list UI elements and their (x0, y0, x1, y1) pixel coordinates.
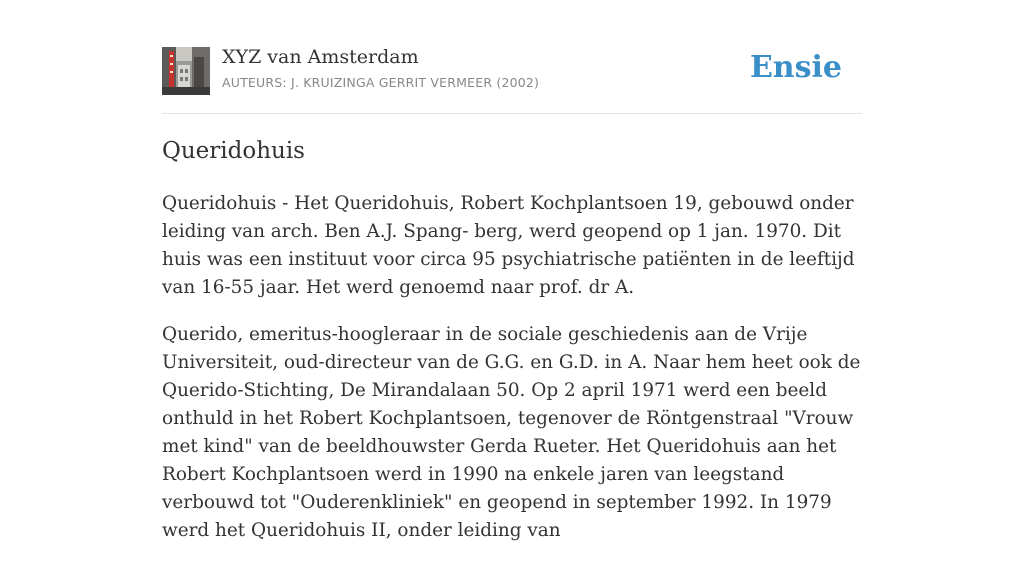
brand-logo[interactable]: Ensie (749, 50, 842, 85)
header-divider (162, 113, 862, 114)
book-cover-thumbnail-icon (162, 47, 210, 95)
source-title[interactable]: XYZ van Amsterdam (222, 46, 419, 68)
source-avatar[interactable] (162, 47, 210, 95)
source-header (162, 46, 862, 96)
article-title: Queridohuis (162, 138, 305, 164)
paragraph: Querido, emeritus-hoogleraar in de sociale geschiedenis aan de Vrije Universiteit, oud-directeur van de G.G. en G.D. in A. Naar hem heet ook de Querido-Stichting, De Mirandalaan 50. Op 2 april 1971 werd een beeld onthuld in het Robert Kochplantsoen, tegenover de Röntgenstraal "Vrouw met kind" van de beeldhouwster Gerda Rueter. Het Queridohuis aan het Robert Kochplantsoen werd in 1990 na enkele jaren van leegstand verbouwd tot "Ouderenkliniek" en geopend in september 1992. In 1979 werd het Queridohuis II, onder leiding van (162, 324, 861, 541)
article-body (162, 190, 862, 564)
authors-line: AUTEURS: J. KRUIZINGA GERRIT VERMEER (2002) (222, 75, 540, 90)
paragraph: Queridohuis - Het Queridohuis, Robert Kochplantsoen 19, gebouwd onder leiding van arch. Ben A.J. Spang- berg, werd geopend op 1 jan. 1970. Dit huis was een instituut voor circa 95 psychiatrische patiënten in de leeftijd van 16-55 jaar. Het werd genoemd naar prof. dr A. (162, 193, 855, 298)
